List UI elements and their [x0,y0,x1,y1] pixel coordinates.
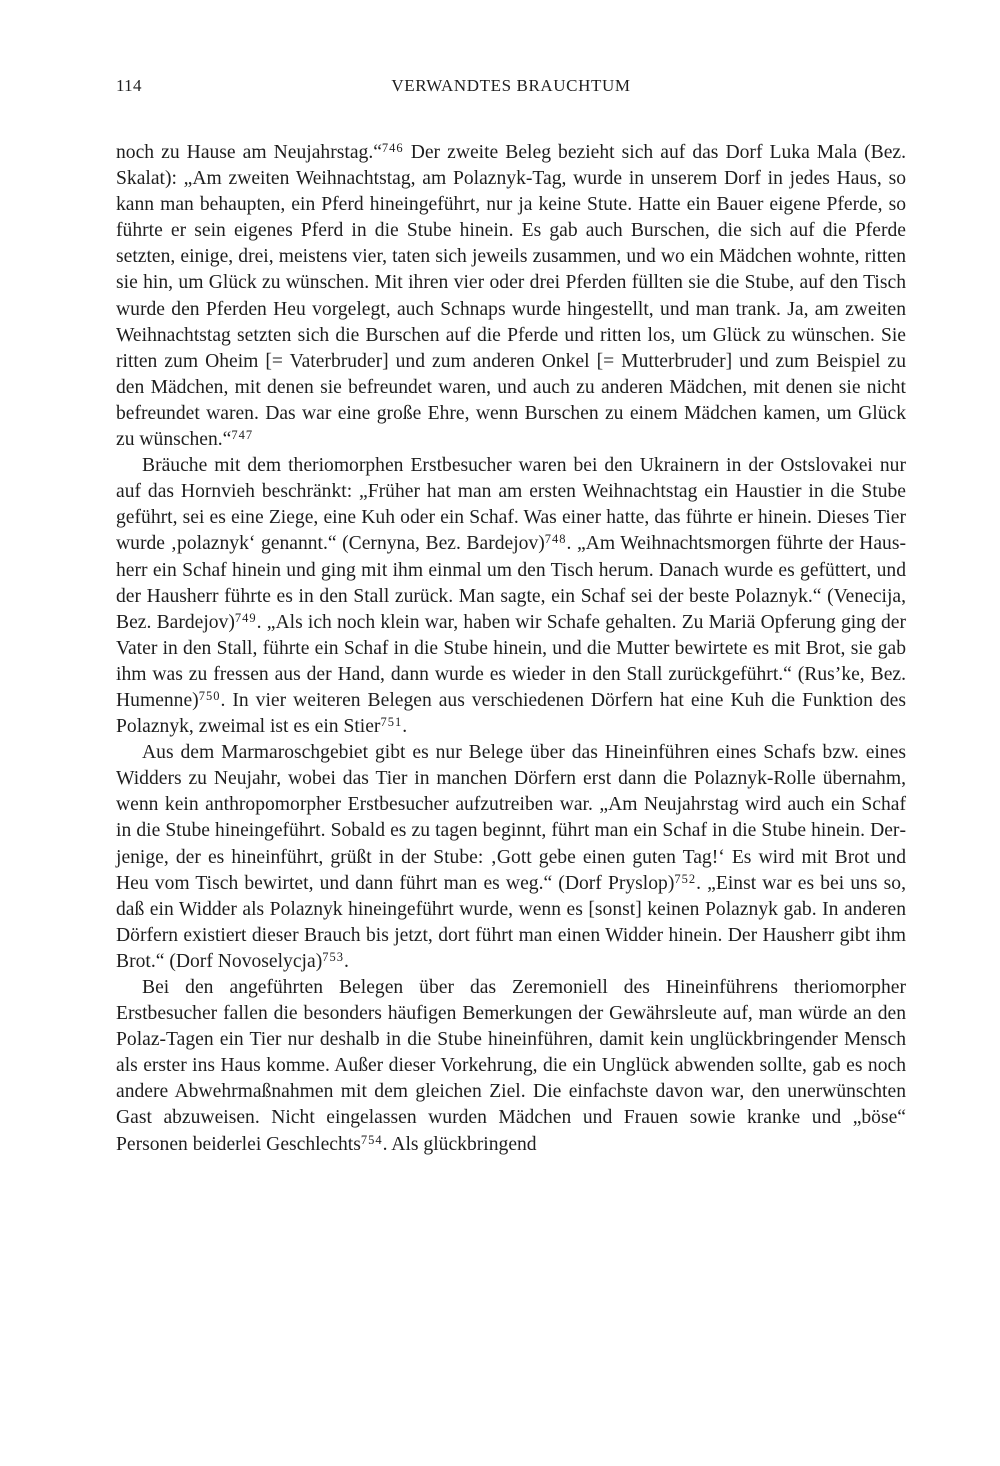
page-header [116,76,906,102]
paragraph [116,740,906,975]
footnote-ref: 752 [674,871,697,886]
text-segment: noch zu Hause am Neujahrstag.“ [116,142,382,163]
text-segment: . „Als ich noch klein war, haben wir Schafe gehalten. Zu Mariä Opferung ging der Vater in den Stall, führte ein Schaf in die Stube hinein, und die Mutter bewirtete es mit Brot, sie gab ihm was zu fressen aus der Hand, dann wurde es wieder in den Stall zurückgeführt.“ (Rus’ke, Bez. Humenne) [116,611,907,711]
text-segment: . „Einst war es bei uns so, daß ein Widder als Polaznyk hineingeführt wurde, wenn es [sonst] keinen Polaznyk gab. In anderen Dörfern existiert dieser Brauch bis jetzt, dort führt man einen Widder hinein. Der Hausherr gibt ihm Brot.“ (Dorf Novoselycja) [116,872,906,972]
footnote-ref: 750 [198,688,221,703]
text-segment: Bräuche mit dem theriomorphen Erstbesucher waren bei den Ukrainern in der Ostslovakei nur auf das Hornvieh beschränkt: „Früher hat man am ersten Weihnachtstag ein Haustier in die Stube geführt, sei es eine Ziege, eine Kuh oder ein Schaf. Was einer hatte, das führte er hinein. Dieses Tier wurde ‚polaznyk‘ genannt.“ (Cernyna, Bez. Bardejov) [116,455,906,555]
footnote-ref: 747 [231,428,254,443]
footnote-ref: 746 [381,141,404,155]
text-segment: . [343,950,349,972]
footnote-ref: 748 [544,532,567,547]
footnote-ref: 749 [234,610,257,625]
text-segment: Aus dem Marmaroschgebiet gibt es nur Belege über das Hineinführen eines Schafs bzw. eines Widders zu Neujahr, wobei das Tier in manchen Dörfern erst dann die Polaznyk-Rolle übernahm, wenn kein anthropomorpher Erstbesucher aufzutreiben war. „Am Neujahrstag wird auch ein Schaf in die Stube hineingeführt. Sobald es zu tagen beginnt, führt man ein Schaf in die Stube hinein. Derjenige, der es hineinführt, grüßt in der Stube: ‚Gott gebe einen guten Tag!‘ Es wird mit Brot und Heu vom Tisch bewirtet, und dann führt man es weg.“ (Dorf Pryslop) [116,742,906,894]
text-segment: . In vier weiteren Belegen aus verschiedenen Dörfern hat eine Kuh die Funktion des Polaznyk, zweimal ist es ein Stier [116,689,906,738]
footnote-ref: 751 [380,715,403,730]
text-segment: . [402,716,408,738]
book-page [116,0,906,1466]
page-number: 114 [116,76,142,95]
text-segment: Bei den angeführten Belegen über das Zeremoniell des Hineinführens theriomorpher Erstbesucher fallen die besonders häufigen Bemerkungen der Gewährsleute auf, man würde an den Polaz-Tagen ein Tier nur deshalb in die Stube hineinführen, damit kein unglückbringender Mensch als erster ins Haus komme. Außer dieser Vorkehrung, die ein Unglück abwenden sollte, gab es noch andere Abwehrmaßnahmen mit dem gleichen Ziel. Die einfachste davon war, den unerwünschten Gast abzuweisen. Nicht eingelassen wurden Mädchen und Frauen sowie kranke und „böse“ Personen beiderlei Geschlechts [116,977,906,1155]
text-segment: . Als glückbringend [382,1133,537,1155]
body-text [116,140,906,1158]
text-segment: . „Am Weihnachtsmorgen führte der Hausherr ein Schaf hinein und ging mit ihm einmal um den Tisch herum. Danach wurde es gefüttert, und der Hausherr führte es in den Stall zurück. Man sagte, ein Schaf sei der beste Polaznyk.“ (Venecija, Bez. Bardejov) [116,533,906,633]
paragraph [116,975,906,1158]
running-head: VERWANDTES BRAUCHTUM [391,76,631,95]
paragraph [116,453,906,740]
footnote-ref: 754 [360,1132,383,1147]
text-segment: Der zweite Beleg bezieht sich auf das Dorf Luka Mala (Bez. Skalat): „Am zweiten Weihnachtstag, am Polaznyk-Tag, wurde in unserem Dorf in jedes Haus, so kann man behaupten, ein Pferd hineingeführt, nur ja keine Stute. Hatte ein Bauer eigene Pferde, so führte er sein eigenes Pferd in die Stube hinein. Es gab auch Burschen, die sich auf die Pferde setzten, einige, drei, meistens vier, taten sich jeweils zusammen, und wo ein Mädchen wohnte, ritten sie hin, um Glück zu wünschen. Mit ihren vier oder drei Pferden füllten sie die Stube, auf den Tisch wurde den Pferden Heu vorgelegt, auch Schnaps wurde hingestellt, und man trank. Ja, am zweiten Weihnachtstag setzten sich die Burschen auf die Pferde und ritten los, um Glück zu wünschen. Sie ritten zum Oheim [= Vaterbruder] und zum anderen Onkel [= Mutterbruder] und zum Beispiel zu den Mädchen, mit denen sie befreundet waren, und auch zu anderen Mädchen, mit denen sie nicht befreundet waren. Das war eine große Ehre, wenn Burschen zu einem Mädchen kamen, um Glück zu wünschen.“ [116,142,906,451]
footnote-ref: 753 [322,949,344,964]
paragraph [116,140,906,453]
